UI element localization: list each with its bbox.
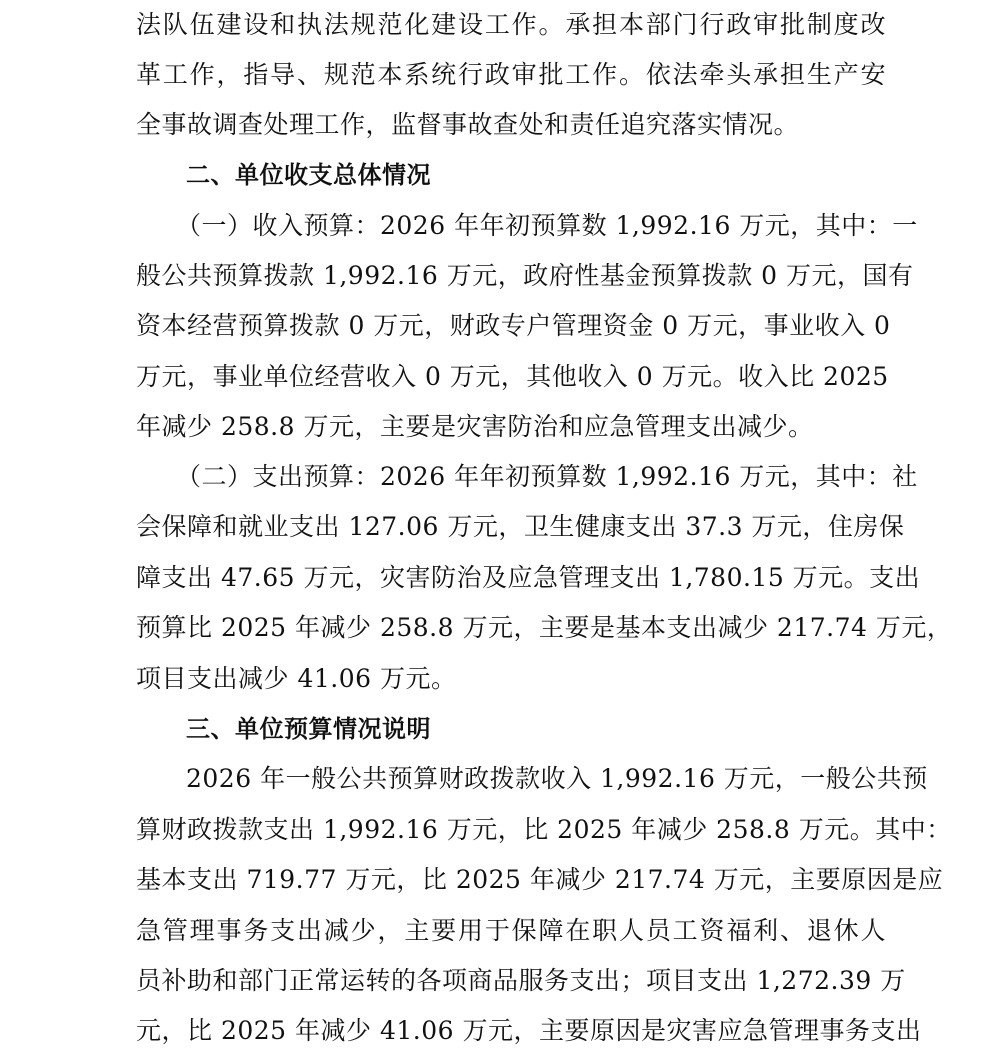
- text-line: 全事故调查处理工作，监督事故查处和责任追究落实情况。: [136, 110, 800, 139]
- text-line: 会保障和就业支出 127.06 万元，卫生健康支出 37.3 万元，住房保: [136, 512, 905, 541]
- text-line: 法队伍建设和执法规范化建设工作。承担本部门行政审批制度改: [136, 10, 886, 39]
- text-line: 算财政拨款支出 1,992.16 万元，比 2025 年减少 258.8 万元。其中：: [136, 815, 952, 844]
- text-line: 项目支出减少 41.06 万元。: [136, 664, 457, 693]
- text-line: 革工作，指导、规范本系统行政审批工作。依法牵头承担生产安: [136, 60, 886, 89]
- section-heading: 三、单位预算情况说明: [186, 715, 431, 743]
- text-line: 2026 年一般公共预算财政拨款收入 1,992.16 万元，一般公共预: [186, 764, 928, 793]
- text-line: 预算比 2025 年减少 258.8 万元，主要是基本支出减少 217.74 万元，: [136, 613, 953, 642]
- text-line: 基本支出 719.77 万元，比 2025 年减少 217.74 万元，主要原因是应: [136, 865, 944, 894]
- text-line: （二）支出预算：2026 年年初预算数 1,992.16 万元，其中：社: [176, 462, 918, 491]
- text-line: 年减少 258.8 万元，主要是灾害防治和应急管理支出减少。: [136, 412, 814, 441]
- text-line: 资本经营预算拨款 0 万元，财政专户管理资金 0 万元，事业收入 0: [136, 311, 891, 340]
- text-line: （一）收入预算：2026 年年初预算数 1,992.16 万元，其中：一: [176, 211, 918, 240]
- text-line: 急管理事务支出减少，主要用于保障在职人员工资福利、退休人: [136, 916, 886, 945]
- text-line: 般公共预算拨款 1,992.16 万元，政府性基金预算拨款 0 万元，国有: [136, 261, 914, 290]
- text-line: 元，比 2025 年减少 41.06 万元，主要原因是灾害应急管理事务支出: [136, 1016, 922, 1045]
- text-line: 员补助和部门正常运转的各项商品服务支出；项目支出 1,272.39 万: [136, 966, 906, 995]
- text-line: 万元，事业单位经营收入 0 万元，其他收入 0 万元。收入比 2025: [136, 362, 889, 391]
- section-heading: 二、单位收支总体情况: [186, 161, 431, 189]
- text-line: 障支出 47.65 万元，灾害防治及应急管理支出 1,780.15 万元。支出: [136, 563, 921, 592]
